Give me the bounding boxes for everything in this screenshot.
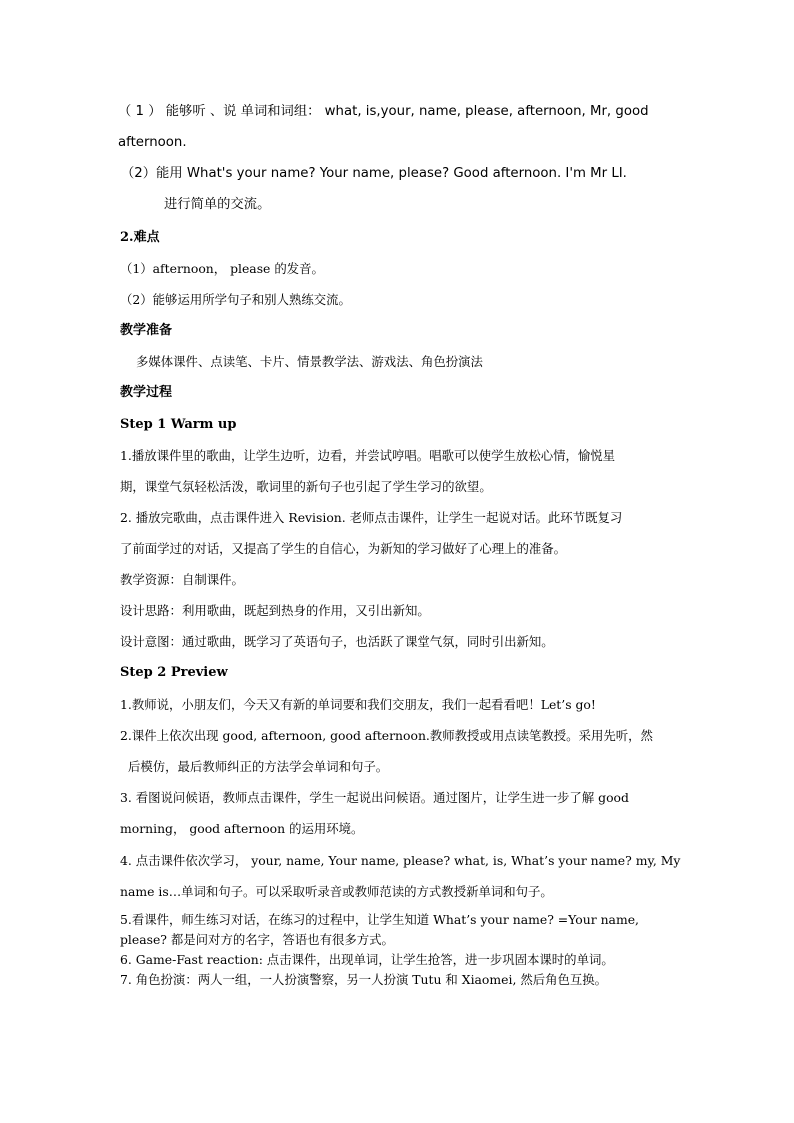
preparation-heading: 教学准备 xyxy=(120,323,173,338)
step-2-item-6: 6. Game-Fast reaction: 点击课件，出现单词，让学生抢答，进一步巩固本课时的单词。 xyxy=(120,952,614,967)
step-2-item-3-line-1: 3. 看图说问候语，教师点击课件，学生一起说出问候语。通过图片，让学生进一步了解 good xyxy=(120,790,629,805)
process-heading: 教学过程 xyxy=(120,385,173,400)
step-2-item-2-line-2: 后模仿，最后教师纠正的方法学会单词和句子。 xyxy=(128,759,389,774)
step-2-item-4-line-2: name is…单词和句子。可以采取听录音或教师范读的方式教授新单词和句子。 xyxy=(120,884,553,899)
step-2-heading: Step 2 Preview xyxy=(120,665,228,680)
objective-1-line-1: （ 1 ） 能够听 、说 单词和词组： what, is,your, name, please, afternoon, Mr, good xyxy=(118,104,649,119)
step-2-item-2-line-1: 2.课件上依次出现 good, afternoon, good afternoon.教师教授或用点读笔教授。采用先听，然 xyxy=(120,728,653,743)
step-2-item-5-line-2: please? 都是问对方的名字，答语也有很多方式。 xyxy=(120,932,394,947)
preparation-content: 多媒体课件、点读笔、卡片、情景教学法、游戏法、角色扮演法 xyxy=(136,354,483,369)
teaching-resources: 教学资源：自制课件。 xyxy=(120,572,244,587)
step-2-item-1: 1.教师说，小朋友们，今天又有新的单词要和我们交朋友，我们一起看看吧！Let’s go! xyxy=(120,697,596,712)
step-2-item-3-line-2: morning， good afternoon 的运用环境。 xyxy=(120,821,364,836)
objective-2-line-1: （2）能用 What's your name? Your name, please? Good afternoon. I'm Mr LI. xyxy=(121,166,627,181)
step-1-item-1-line-1: 1.播放课件里的歌曲，让学生边听，边看，并尝试哼唱。唱歌可以使学生放松心情，愉悦星 xyxy=(120,448,616,463)
difficulty-heading: 2.难点 xyxy=(120,230,160,245)
step-2-item-4-line-1: 4. 点击课件依次学习， your, name, Your name, please? what, is, What’s your name? my, My xyxy=(120,853,681,868)
step-1-item-1-line-2: 期，课堂气氛轻松活泼，歌词里的新句子也引起了学生学习的欲望。 xyxy=(120,479,492,494)
objective-2-line-2: 进行简单的交流。 xyxy=(164,197,271,212)
step-2-item-7: 7. 角色扮演：两人一组，一人扮演警察，另一人扮演 Tutu 和 Xiaomei, 然后角色互换。 xyxy=(120,972,608,987)
objective-1-line-2: afternoon. xyxy=(118,135,187,150)
difficulty-item-1: （1）afternoon， please 的发音。 xyxy=(120,261,324,276)
step-1-item-2-line-2: 了前面学过的对话，又提高了学生的自信心，为新知的学习做好了心理上的准备。 xyxy=(120,541,567,556)
design-intent: 设计意图：通过歌曲，既学习了英语句子，也活跃了课堂气氛，同时引出新知。 xyxy=(120,634,554,649)
design-ideas: 设计思路：利用歌曲，既起到热身的作用，又引出新知。 xyxy=(120,603,430,618)
step-2-item-5-line-1: 5.看课件，师生练习对话，在练习的过程中，让学生知道 What’s your name? =Your name, xyxy=(120,912,639,927)
difficulty-item-2: （2）能够运用所学句子和别人熟练交流。 xyxy=(120,292,351,307)
step-1-heading: Step 1 Warm up xyxy=(120,417,237,432)
step-1-item-2-line-1: 2. 播放完歌曲，点击课件进入 Revision. 老师点击课件，让学生一起说对话。此环节既复习 xyxy=(120,510,623,525)
